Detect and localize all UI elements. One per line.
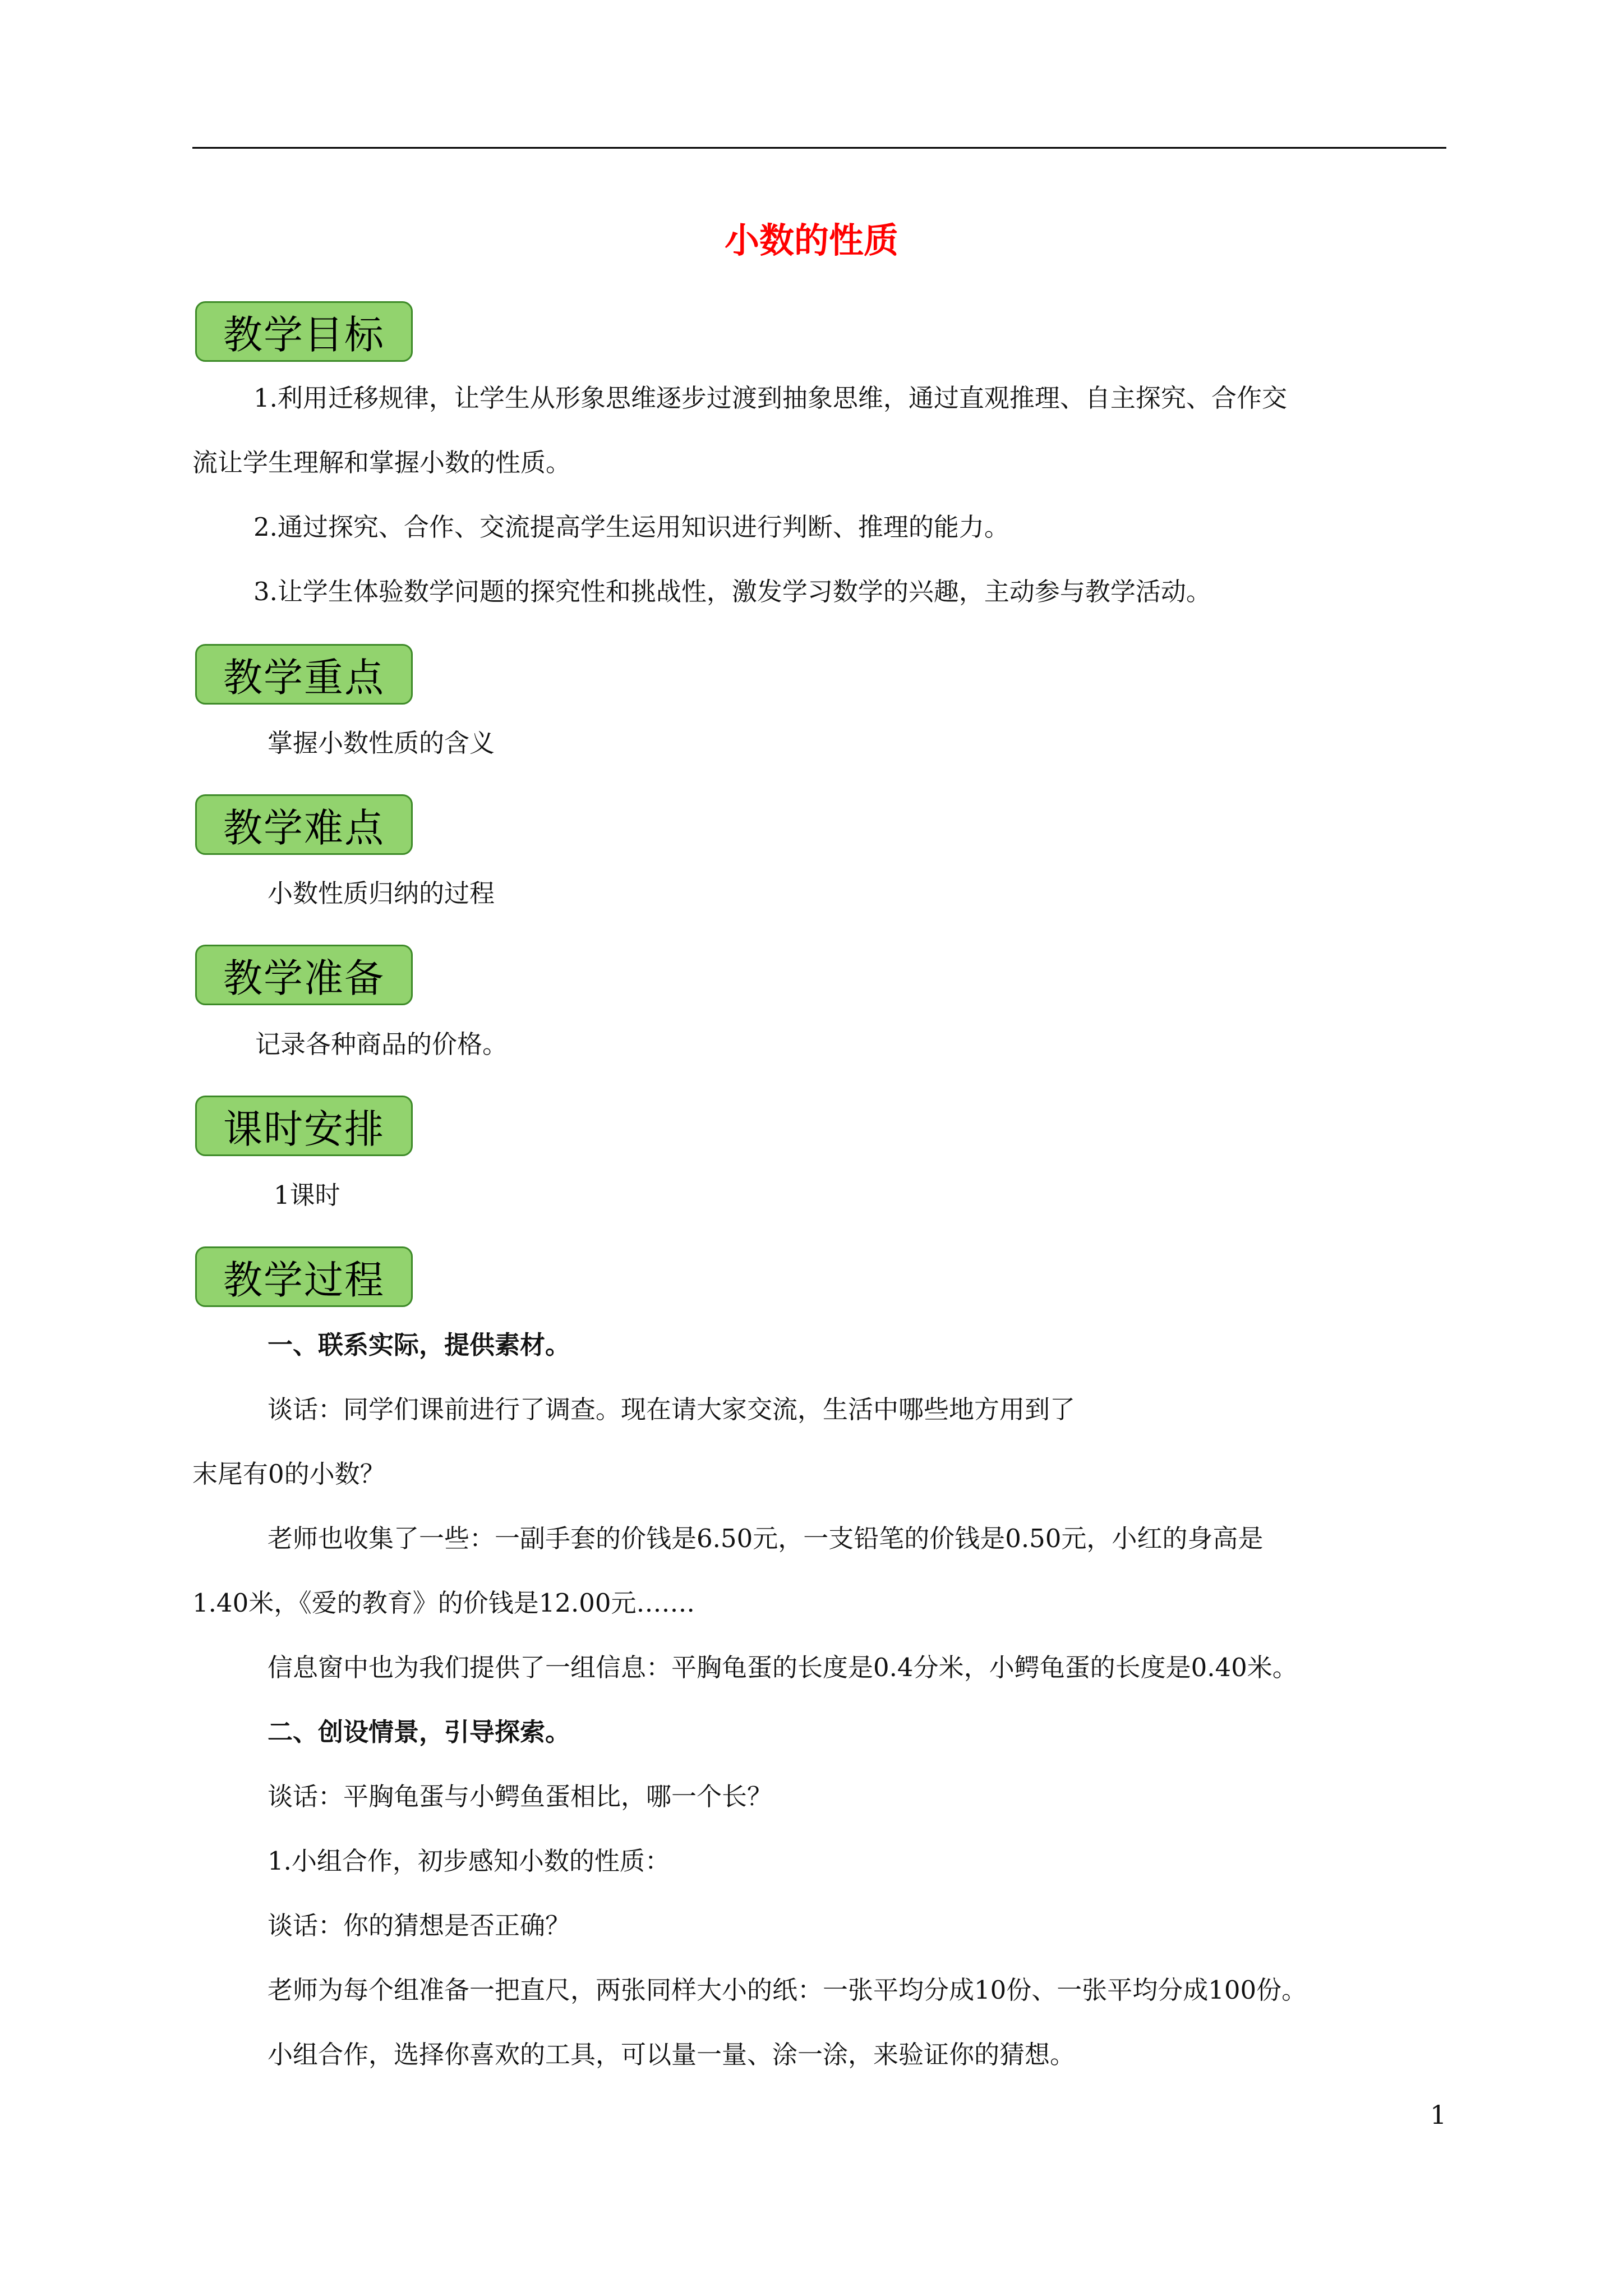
process-prepare: 老师为每个组准备一把直尺，两张同样大小的纸：一张平均分成10份、一张平均分成100份。: [268, 1975, 1307, 2005]
goal-item-1-line-1: 1.利用迁移规律，让学生从形象思维逐步过渡到抽象思维，通过直观推理、自主探究、合作交: [253, 383, 1287, 413]
key-points-heading-badge: 教学重点: [195, 644, 413, 705]
process-talk-3: 谈话：你的猜想是否正确？: [268, 1911, 571, 1940]
goals-heading-badge: 教学目标: [195, 301, 413, 362]
difficulties-heading-badge: 教学难点: [195, 794, 413, 855]
process-teacher-line-1: 老师也收集了一些：一副手套的价钱是6.50元，一支铅笔的价钱是0.50元，小红的身高是: [268, 1524, 1264, 1553]
process-cooperate: 小组合作，选择你喜欢的工具，可以量一量、涂一涂，来验证你的猜想。: [268, 2040, 1076, 2069]
goal-item-2: 2.通过探究、合作、交流提高学生运用知识进行判断、推理的能力。: [253, 512, 1009, 542]
goal-item-1-line-2: 流让学生理解和掌握小数的性质。: [192, 448, 571, 477]
process-step-2-title: 二、创设情景，引导探索。: [268, 1717, 571, 1747]
schedule-text: 1课时: [274, 1180, 340, 1210]
schedule-heading-badge: 课时安排: [195, 1096, 413, 1156]
preparation-heading-badge: 教学准备: [195, 945, 413, 1005]
process-talk-2: 谈话：平胸龟蛋与小鳄鱼蛋相比，哪一个长？: [268, 1782, 773, 1811]
process-group-1: 1.小组合作，初步感知小数的性质：: [268, 1846, 670, 1876]
process-info: 信息窗中也为我们提供了一组信息：平胸龟蛋的长度是0.4分米，小鳄龟蛋的长度是0.40米。: [268, 1653, 1298, 1682]
page-title: 小数的性质: [724, 220, 898, 261]
difficulties-text: 小数性质归纳的过程: [268, 878, 495, 908]
preparation-text: 记录各种商品的价格。: [255, 1029, 508, 1059]
process-heading-badge: 教学过程: [195, 1246, 413, 1307]
process-talk-1-line-1: 谈话：同学们课前进行了调查。现在请大家交流，生活中哪些地方用到了: [268, 1395, 1076, 1424]
goal-item-3: 3.让学生体验数学问题的探究性和挑战性，激发学习数学的兴趣，主动参与教学活动。: [253, 577, 1211, 606]
process-teacher-line-2: 1.40米，《爱的教育》的价钱是12.00元…….: [192, 1588, 695, 1618]
process-step-1-title: 一、联系实际，提供素材。: [268, 1330, 571, 1360]
page-number: 1: [1430, 2100, 1447, 2130]
process-talk-1-line-2: 末尾有0的小数？: [192, 1459, 385, 1489]
key-points-text: 掌握小数性质的含义: [268, 728, 495, 758]
header-rule: [192, 147, 1446, 149]
